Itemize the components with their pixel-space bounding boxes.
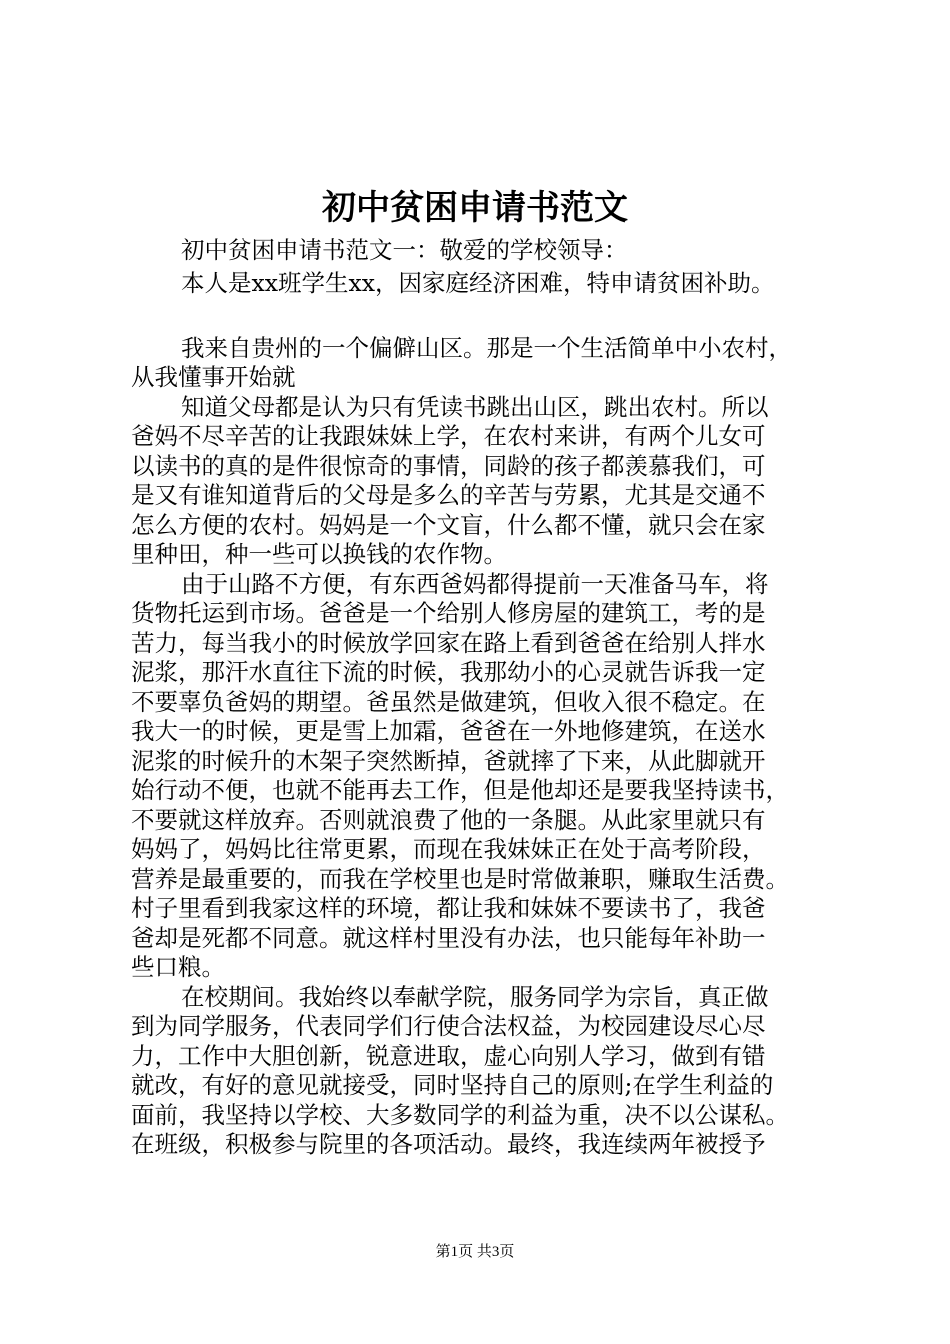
paragraph-line: 里种田，种一些可以换钱的农作物。 — [131, 540, 507, 568]
paragraph-line: 泥浆，那汗水直往下流的时候，我那幼小的心灵就告诉我一定 — [131, 658, 766, 686]
paragraph-line: 到为同学服务，代表同学们行使合法权益，为校园建设尽心尽 — [131, 1012, 766, 1040]
paragraph-line: 我大一的时候，更是雪上加霜，爸爸在一外地修建筑，在送水 — [131, 717, 766, 745]
paragraph-line: 初中贫困申请书范文一：敬爱的学校领导： — [181, 236, 628, 264]
paragraph-line: 力，工作中大胆创新，锐意进取，虚心向别人学习，做到有错 — [131, 1042, 766, 1070]
paragraph-line: 由于山路不方便，有东西爸妈都得提前一天准备马车，将 — [181, 570, 769, 598]
paragraph-line: 泥浆的时候升的木架子突然断掉，爸就摔了下来，从此脚就开 — [131, 747, 766, 775]
page-number-footer: 第1页 共3页 — [435, 1244, 515, 1260]
paragraph-line: 怎么方便的农村。妈妈是一个文盲，什么都不懂，就只会在家 — [131, 511, 766, 539]
paragraph-line: 在校期间。我始终以奉献学院，服务同学为宗旨，真正做 — [181, 983, 769, 1011]
paragraph-line: 爸却是死都不同意。就这样村里没有办法，也只能每年补助一 — [131, 924, 766, 952]
paragraph-line: 苦力，每当我小的时候放学回家在路上看到爸爸在给别人拌水 — [131, 629, 766, 657]
paragraph-line: 从我懂事开始就 — [131, 363, 296, 391]
paragraph-line: 本人是xx班学生xx，因家庭经济困难，特申请贫困补助。 — [181, 269, 775, 297]
paragraph-line: 始行动不便，也就不能再去工作，但是他却还是要我坚持读书， — [131, 776, 789, 804]
paragraph-line: 营养是最重要的，而我在学校里也是时常做兼职，赚取生活费。 — [131, 865, 789, 893]
paragraph-line: 妈妈了，妈妈比往常更累，而现在我妹妹正在处于高考阶段， — [131, 835, 766, 863]
document-title: 初中贫困申请书范文 — [322, 188, 628, 228]
paragraph-line: 货物托运到市场。爸爸是一个给别人修房屋的建筑工，考的是 — [131, 599, 766, 627]
paragraph-line: 在班级，积极参与院里的各项活动。最终，我连续两年被授予 — [131, 1130, 766, 1158]
paragraph-line: 村子里看到我家这样的环境，都让我和妹妹不要读书了，我爸 — [131, 894, 766, 922]
paragraph-line: 面前，我坚持以学校、大多数同学的利益为重，决不以公谋私。 — [131, 1101, 789, 1129]
paragraph-line: 是又有谁知道背后的父母是多么的辛苦与劳累，尤其是交通不 — [131, 481, 766, 509]
paragraph-line: 以读书的真的是件很惊奇的事情，同龄的孩子都羡慕我们，可 — [131, 452, 766, 480]
paragraph-line: 我来自贵州的一个偏僻山区。那是一个生活简单中小农村， — [181, 334, 792, 362]
paragraph-line: 不要辜负爸妈的期望。爸虽然是做建筑，但收入很不稳定。在 — [131, 688, 766, 716]
paragraph-line: 些口粮。 — [131, 953, 225, 981]
paragraph-line: 不要就这样放弃。否则就浪费了他的一条腿。从此家里就只有 — [131, 806, 766, 834]
paragraph-line: 就改，有好的意见就接受，同时坚持自己的原则;在学生利益的 — [131, 1071, 774, 1099]
paragraph-line: 知道父母都是认为只有凭读书跳出山区，跳出农村。所以 — [181, 393, 769, 421]
paragraph-line: 爸妈不尽辛苦的让我跟妹妹上学，在农村来讲，有两个儿女可 — [131, 422, 766, 450]
